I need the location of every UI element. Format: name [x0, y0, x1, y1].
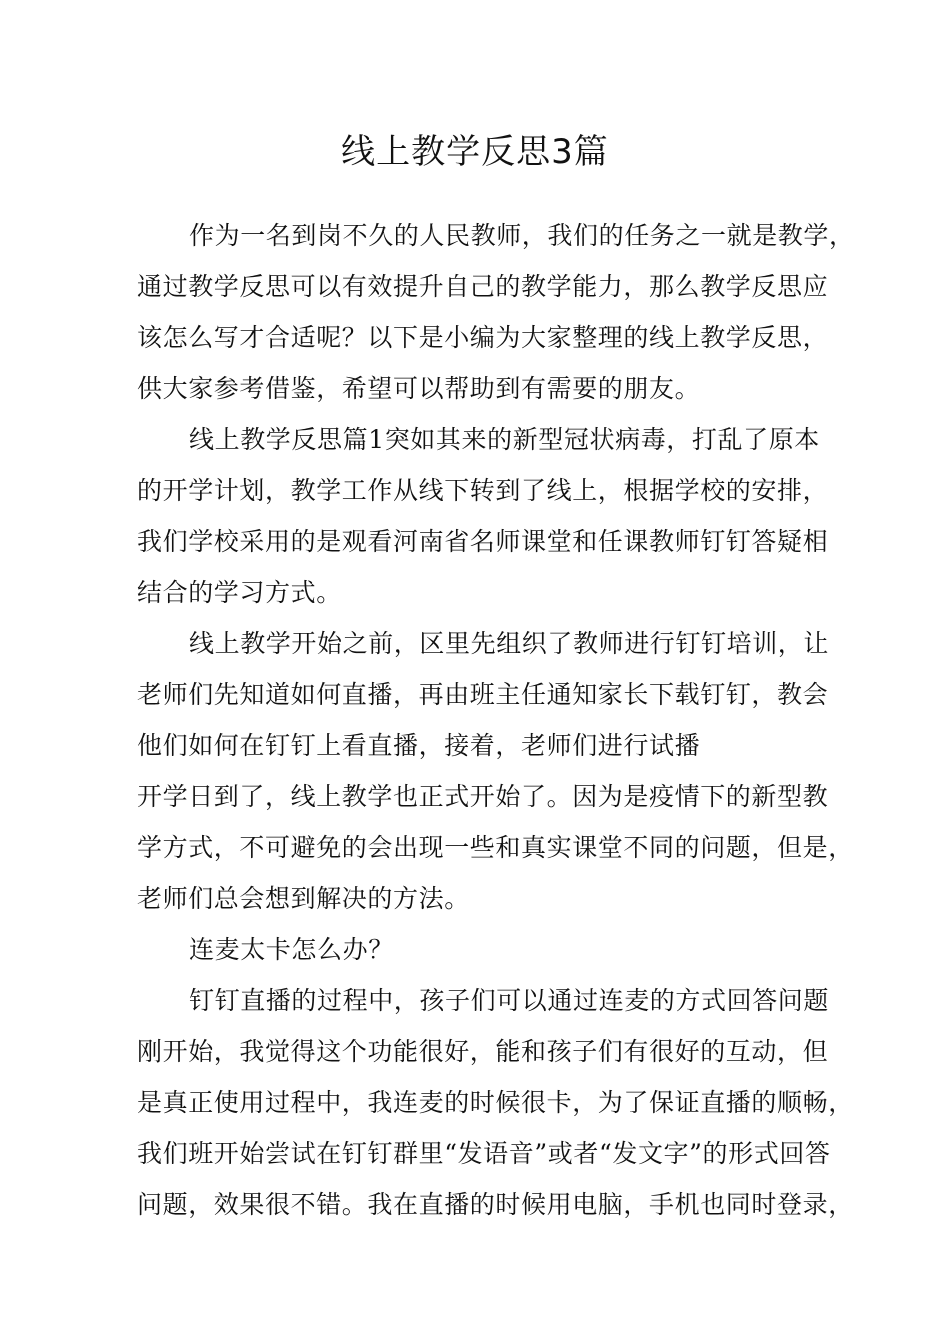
text-line: 开学日到了，线上教学也正式开始了。因为是疫情下的新型教 [137, 782, 829, 811]
text-line: 供大家参考借鉴，希望可以帮助到有需要的朋友。 [137, 374, 701, 403]
text-line: 线上教学反思篇1突如其来的新型冠状病毒，打乱了原本 [189, 425, 820, 454]
text-line: 线上教学开始之前，区里先组织了教师进行钉钉培训，让 [189, 629, 830, 658]
text-line: 是真正使用过程中，我连麦的时候很卡，为了保证直播的顺畅， [137, 1088, 854, 1117]
text-line: 刚开始，我觉得这个功能很好，能和孩子们有很好的互动，但 [137, 1037, 829, 1066]
text-line: 钉钉直播的过程中，孩子们可以通过连麦的方式回答问题 [189, 986, 830, 1015]
text-line: 连麦太卡怎么办？ [189, 935, 394, 964]
text-line: 该怎么写才合适呢？以下是小编为大家整理的线上教学反思， [137, 323, 829, 352]
text-line: 我们班开始尝试在钉钉群里“发语音”或者“发文字”的形式回答 [137, 1139, 831, 1168]
document-body [137, 210, 855, 1230]
text-line: 老师们先知道如何直播，再由班主任通知家长下载钉钉，教会 [137, 680, 829, 709]
text-line: 老师们总会想到解决的方法。 [137, 884, 470, 913]
text-line: 的开学计划，教学工作从线下转到了线上，根据学校的安排， [137, 476, 829, 505]
text-line: 作为一名到岗不久的人民教师，我们的任务之一就是教学， [189, 221, 855, 250]
text-line: 问题，效果很不错。我在直播的时候用电脑，手机也同时登录， [137, 1190, 854, 1219]
text-line: 他们如何在钉钉上看直播，接着，老师们进行试播 [137, 731, 701, 760]
text-line: 通过教学反思可以有效提升自己的教学能力，那么教学反思应 [137, 272, 829, 301]
text-line: 学方式，不可避免的会出现一些和真实课堂不同的问题，但是， [137, 833, 854, 862]
page-title: 线上教学反思3篇 [341, 132, 609, 172]
text-line: 结合的学习方式。 [137, 578, 342, 607]
text-line: 我们学校采用的是观看河南省名师课堂和任课教师钉钉答疑相 [137, 527, 829, 556]
